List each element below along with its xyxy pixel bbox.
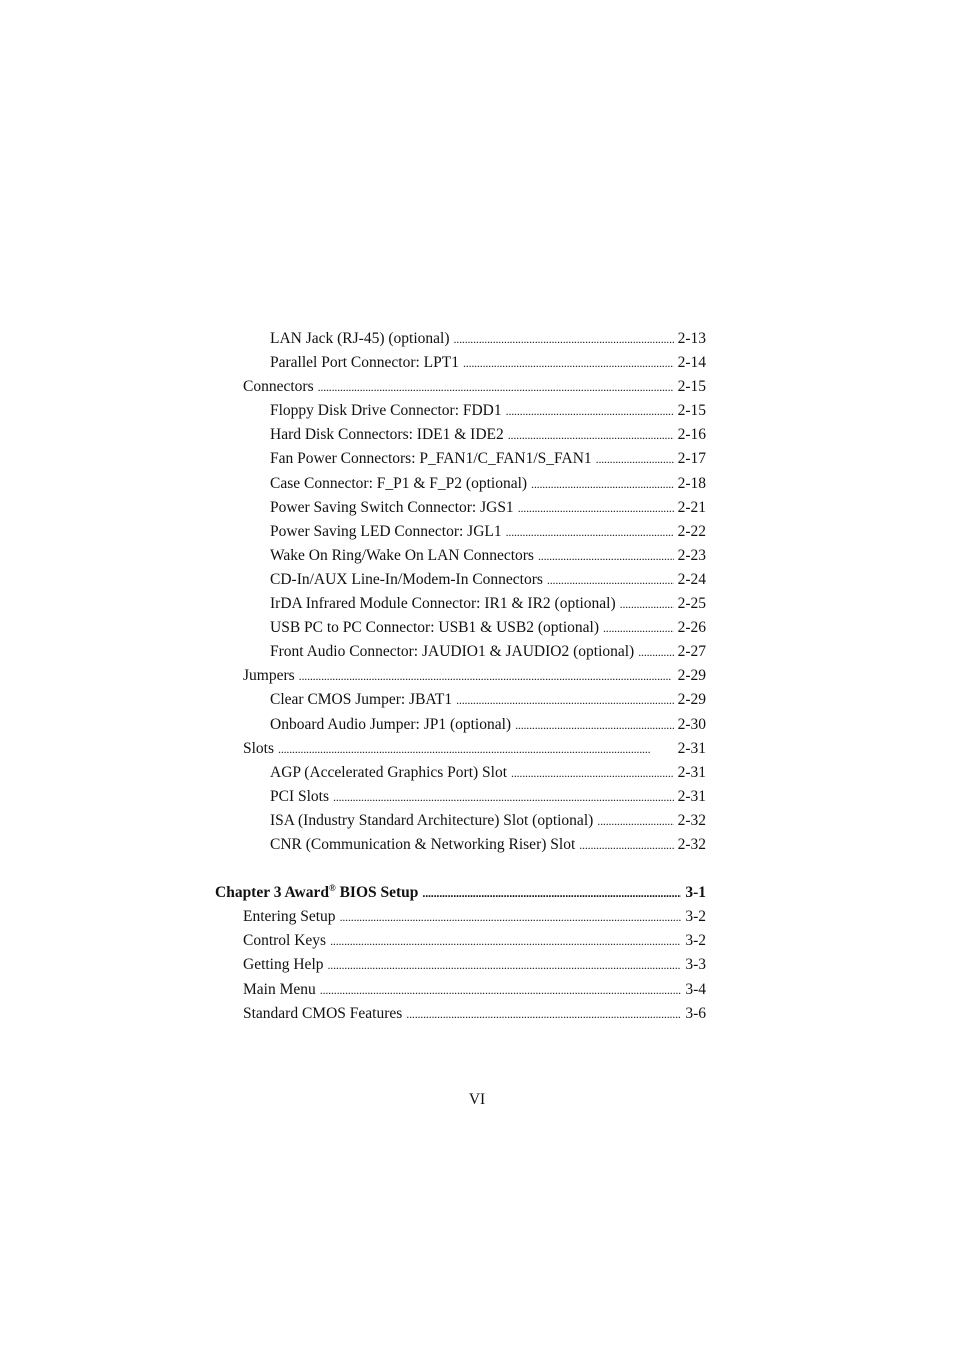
toc-entry-page: 2-23 bbox=[677, 546, 706, 564]
dot-leader bbox=[330, 929, 681, 953]
toc-entry-title: LAN Jack (RJ-45) (optional) bbox=[270, 330, 450, 347]
toc-entry-title: Power Saving LED Connector: JGL1 bbox=[270, 522, 502, 540]
toc-section[interactable] bbox=[0, 1002, 954, 1026]
toc-section[interactable] bbox=[0, 664, 954, 688]
dot-leader bbox=[596, 447, 674, 471]
toc-entry-title: Control Keys bbox=[243, 932, 327, 950]
dot-leader bbox=[547, 568, 674, 592]
dot-leader bbox=[463, 351, 674, 375]
toc-entry[interactable] bbox=[0, 785, 954, 809]
dot-leader bbox=[518, 496, 674, 520]
toc-entry-title: Standard CMOS Features bbox=[243, 1004, 403, 1022]
toc-entry-title: Floppy Disk Drive Connector: FDD1 bbox=[270, 402, 502, 420]
toc-entry[interactable] bbox=[0, 713, 954, 737]
toc-entry-title: Getting Help bbox=[243, 956, 324, 974]
dot-leader bbox=[318, 375, 674, 399]
dot-leader bbox=[422, 881, 681, 905]
toc-entry-page: 2-13 bbox=[677, 330, 706, 347]
table-of-contents bbox=[0, 327, 954, 1026]
dot-leader bbox=[333, 785, 674, 809]
dot-leader bbox=[328, 953, 682, 977]
toc-entry-title: CD-In/AUX Line-In/Modem-In Connectors bbox=[270, 570, 543, 588]
dot-leader bbox=[320, 978, 682, 1002]
dot-leader bbox=[579, 833, 673, 857]
toc-entry-page: 2-31 bbox=[677, 763, 706, 781]
chapter-title-prefix: Chapter 3 Award bbox=[215, 884, 329, 902]
page-number: VI bbox=[468, 1091, 486, 1108]
toc-entry-page: 3-2 bbox=[685, 932, 706, 950]
section-gap bbox=[0, 857, 954, 881]
toc-entry-title: Hard Disk Connectors: IDE1 & IDE2 bbox=[270, 426, 504, 444]
toc-section[interactable] bbox=[0, 978, 954, 1002]
toc-entry[interactable] bbox=[0, 809, 954, 833]
dot-leader bbox=[406, 1002, 681, 1026]
toc-entry-title: Clear CMOS Jumper: JBAT1 bbox=[270, 691, 453, 709]
toc-entry-title: Power Saving Switch Connector: JGS1 bbox=[270, 498, 514, 516]
toc-entry-title: PCI Slots bbox=[270, 787, 330, 805]
toc-entry[interactable] bbox=[0, 688, 954, 712]
toc-entry-title: ISA (Industry Standard Architecture) Slot (optional) bbox=[270, 811, 594, 829]
toc-entry-page: 3-6 bbox=[685, 1004, 706, 1022]
toc-entry[interactable] bbox=[0, 327, 954, 351]
toc-entry-page: 2-31 bbox=[677, 739, 706, 757]
toc-entry-title: Jumpers bbox=[243, 667, 295, 685]
toc-entry[interactable] bbox=[0, 592, 954, 616]
toc-entry-title: Main Menu bbox=[243, 980, 316, 998]
toc-section[interactable] bbox=[0, 375, 954, 399]
dot-leader bbox=[597, 809, 673, 833]
toc-entry-title: Connectors bbox=[243, 378, 314, 396]
chapter-title bbox=[215, 881, 422, 905]
toc-entry-page: 2-14 bbox=[677, 354, 706, 372]
toc-entry-title: Onboard Audio Jumper: JP1 (optional) bbox=[270, 715, 512, 733]
toc-entry[interactable] bbox=[0, 568, 954, 592]
toc-entry-page: 2-17 bbox=[677, 450, 706, 468]
toc-entry[interactable] bbox=[0, 520, 954, 544]
toc-entry-page: 2-26 bbox=[677, 619, 706, 637]
dot-leader bbox=[506, 520, 674, 544]
toc-entry[interactable] bbox=[0, 423, 954, 447]
toc-entry-page: 2-32 bbox=[677, 811, 706, 829]
toc-entry-title: Parallel Port Connector: LPT1 bbox=[270, 354, 459, 372]
registered-mark: ® bbox=[328, 883, 336, 893]
toc-entry-page: 3-2 bbox=[685, 908, 706, 926]
dot-leader bbox=[638, 640, 673, 664]
dot-leader bbox=[456, 688, 673, 712]
toc-entry-page: 2-31 bbox=[677, 787, 706, 805]
toc-entry-page: 2-30 bbox=[677, 715, 706, 733]
toc-entry[interactable] bbox=[0, 616, 954, 640]
toc-entry-page: 2-24 bbox=[677, 570, 706, 588]
toc-entry-page: 2-32 bbox=[677, 835, 706, 853]
toc-entry-page: 2-15 bbox=[677, 378, 706, 396]
toc-entry-page: 2-27 bbox=[677, 643, 706, 661]
toc-entry-page: 2-29 bbox=[677, 667, 706, 685]
toc-entry-page: 2-18 bbox=[677, 474, 706, 492]
toc-entry-title: Case Connector: F_P1 & F_P2 (optional) bbox=[270, 474, 528, 492]
toc-entry[interactable] bbox=[0, 472, 954, 496]
toc-entry-page: 2-22 bbox=[677, 522, 706, 540]
toc-entry-page: 2-15 bbox=[677, 402, 706, 420]
toc-entry-page: 2-21 bbox=[677, 498, 706, 516]
toc-entry-page: 2-16 bbox=[677, 426, 706, 444]
toc-entry-title: IrDA Infrared Module Connector: IR1 & IR2 (optional) bbox=[270, 595, 616, 613]
dot-leader bbox=[454, 327, 674, 351]
toc-entry[interactable] bbox=[0, 761, 954, 785]
dot-leader bbox=[538, 544, 674, 568]
toc-entry-title: Entering Setup bbox=[243, 908, 336, 926]
toc-entry-page: 3-3 bbox=[685, 956, 706, 974]
dot-leader bbox=[340, 905, 682, 929]
dot-leader bbox=[278, 737, 674, 761]
toc-entry[interactable] bbox=[0, 544, 954, 568]
dot-leader bbox=[508, 423, 674, 447]
toc-entry-title: Front Audio Connector: JAUDIO1 & JAUDIO2 (optional) bbox=[270, 643, 635, 661]
toc-entry-title: Fan Power Connectors: P_FAN1/C_FAN1/S_FAN1 bbox=[270, 450, 592, 468]
toc-entry[interactable] bbox=[0, 399, 954, 423]
chapter-title-suffix: BIOS Setup bbox=[335, 884, 419, 902]
toc-section[interactable] bbox=[0, 953, 954, 977]
dot-leader bbox=[620, 592, 674, 616]
dot-leader bbox=[506, 399, 674, 423]
toc-entry[interactable] bbox=[0, 447, 954, 471]
toc-entry[interactable] bbox=[0, 496, 954, 520]
dot-leader bbox=[299, 664, 674, 688]
toc-entry-title: Slots bbox=[243, 739, 275, 757]
toc-entry-title: USB PC to PC Connector: USB1 & USB2 (optional) bbox=[270, 619, 599, 637]
dot-leader bbox=[511, 761, 674, 785]
toc-entry-title: AGP (Accelerated Graphics Port) Slot bbox=[270, 763, 508, 781]
dot-leader bbox=[515, 713, 673, 737]
toc-entry-title: Wake On Ring/Wake On LAN Connectors bbox=[270, 546, 534, 564]
toc-section[interactable] bbox=[0, 737, 954, 761]
toc-entry-page: 3-4 bbox=[685, 980, 706, 998]
dot-leader bbox=[531, 472, 674, 496]
toc-section[interactable] bbox=[0, 929, 954, 953]
toc-entry[interactable] bbox=[0, 833, 954, 857]
toc-entry-page: 2-29 bbox=[677, 691, 706, 709]
toc-chapter-3[interactable] bbox=[0, 881, 954, 905]
toc-entry-page: 2-25 bbox=[677, 595, 706, 613]
toc-entry[interactable] bbox=[0, 351, 954, 375]
toc-entry-title: CNR (Communication & Networking Riser) Slot bbox=[270, 835, 576, 853]
toc-entry[interactable] bbox=[0, 640, 954, 664]
dot-leader bbox=[603, 616, 674, 640]
toc-section[interactable] bbox=[0, 905, 954, 929]
chapter-page: 3-1 bbox=[685, 884, 706, 902]
